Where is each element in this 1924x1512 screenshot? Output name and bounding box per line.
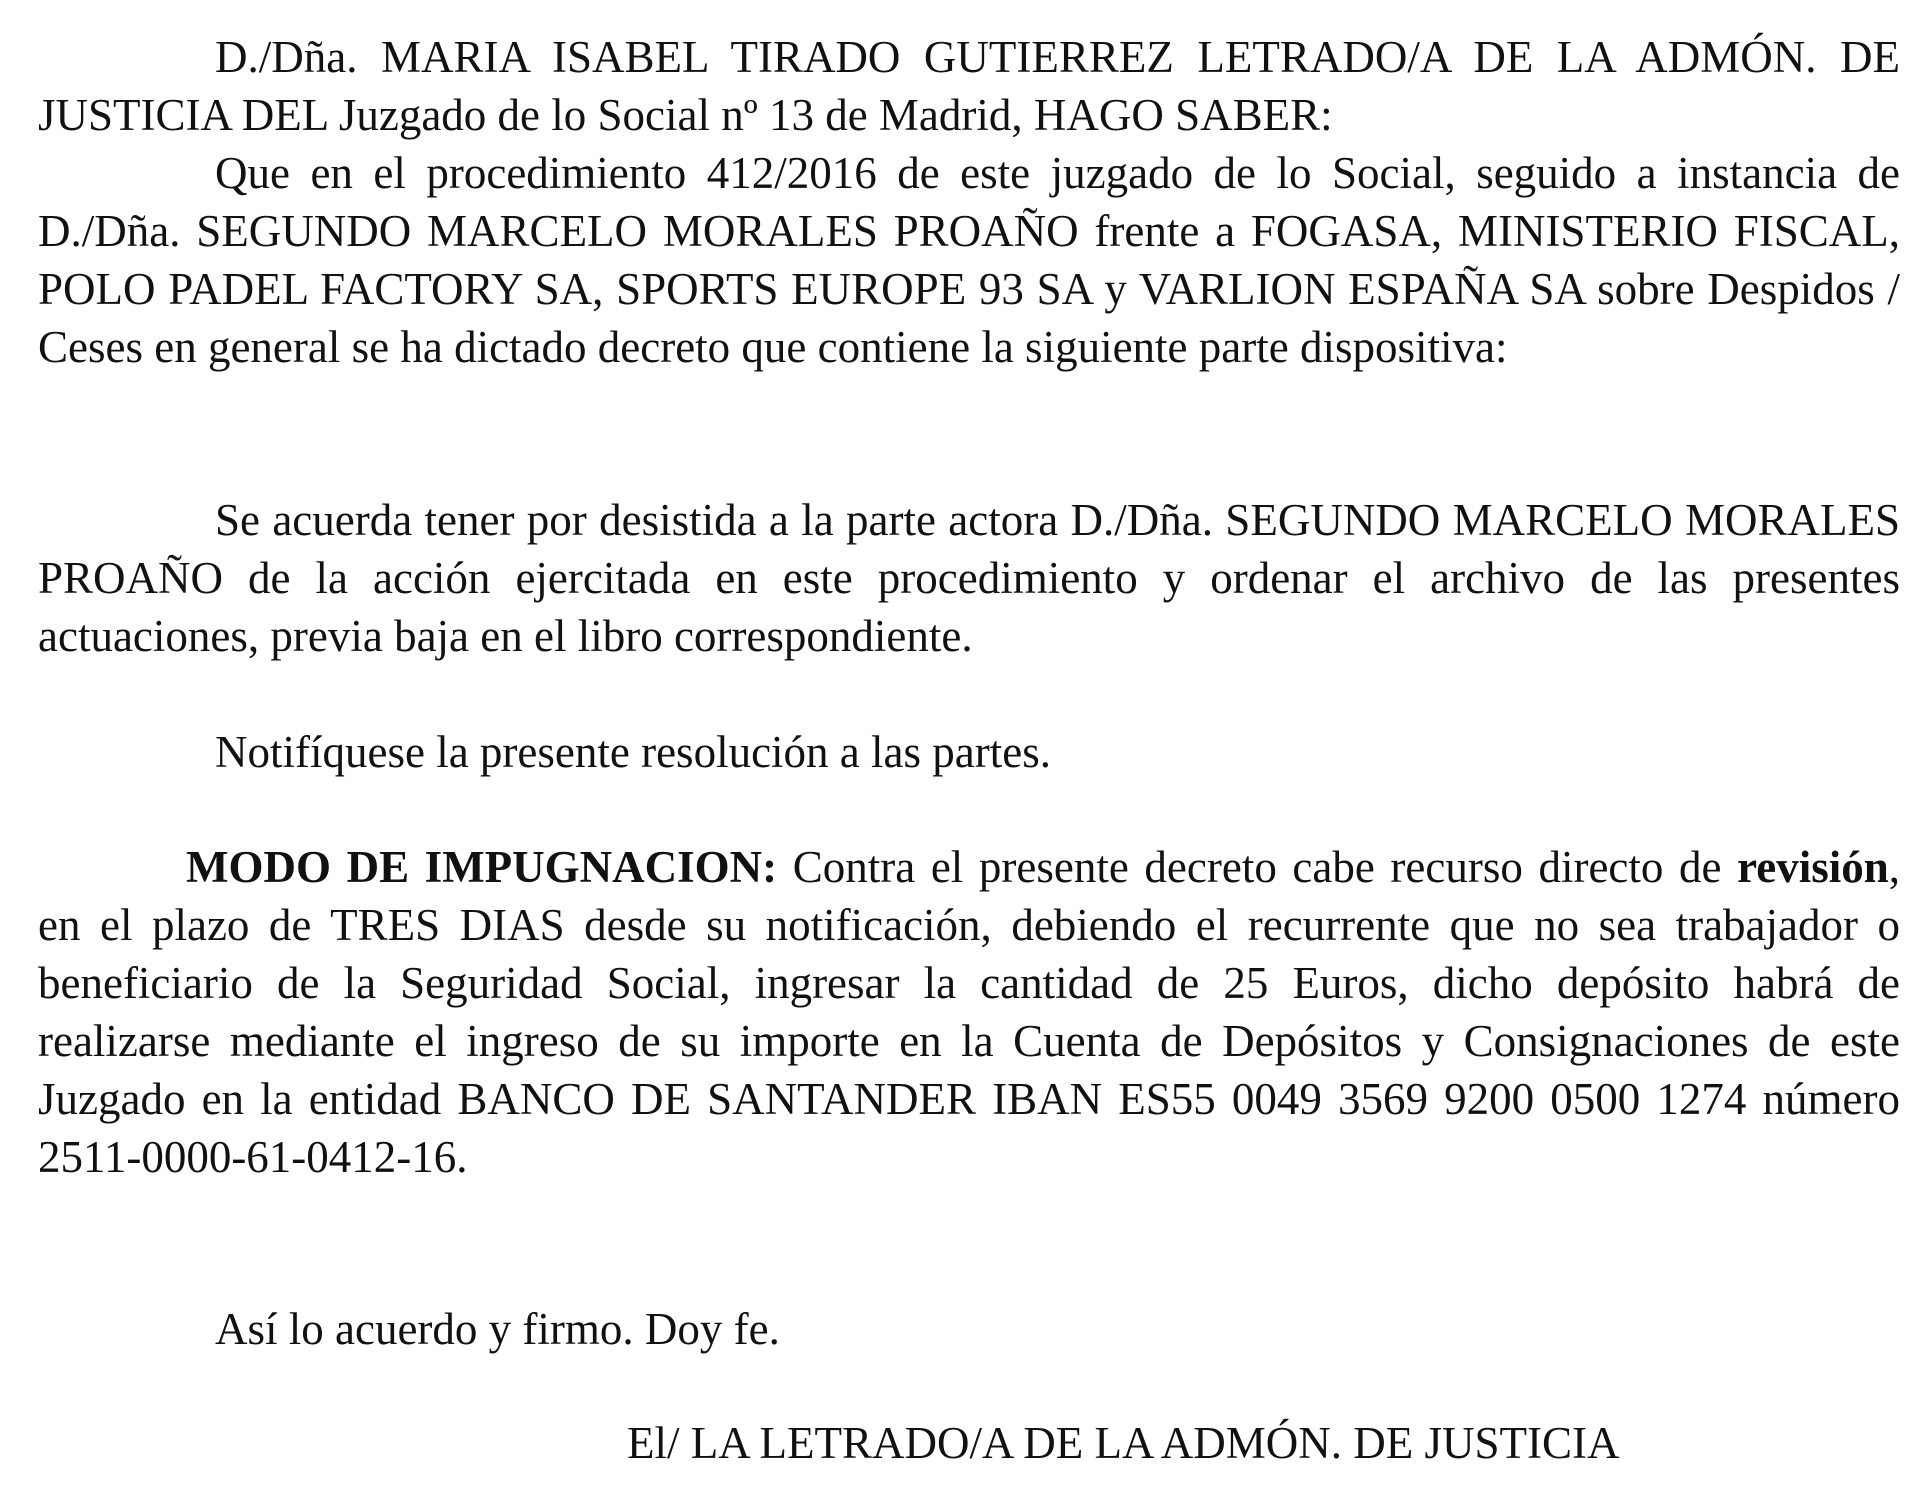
resolution-text: Se acuerda tener por desistida a la parte actora D./Dña. SEGUNDO MARCELO MORALES PROAÑO de la acción ejercitada en este procedimiento y ordenar el archivo de las presentes actuaciones, previa baja en el libro correspondiente. — [38, 495, 1900, 661]
intro-paragraph — [38, 144, 1900, 376]
signature-text: El/ LA LETRADO/A DE LA ADMÓN. DE JUSTICIA — [627, 1418, 1620, 1468]
header-text: D./Dña. MARIA ISABEL TIRADO GUTIERREZ LETRADO/A DE LA ADMÓN. DE JUSTICIA DEL Juzgado de lo Social nº 13 de Madrid, HAGO SABER: — [38, 32, 1900, 140]
resolution-paragraph — [38, 491, 1900, 665]
signature-line — [627, 1414, 1619, 1472]
notify-text: Notifíquese la presente resolución a las partes. — [215, 727, 1051, 777]
appeal-text-2: , en el plazo de TRES DIAS desde su notificación, debiendo el recurrente que no sea trabajador o beneficiario de la Seguridad Social, ingresar la cantidad de 25 Euros, dicho depósito habrá de realizarse mediante el ingreso de su importe en la Cuenta de Depósitos y Consignaciones de este Juzgado en la entidad BANCO DE SANTANDER IBAN ES55 0049 3569 9200 0500 1274 número 2511-0000-61-0412-16. — [38, 842, 1900, 1182]
appeal-bold-word: revisión — [1737, 842, 1889, 892]
header-paragraph — [38, 28, 1900, 144]
notify-paragraph — [38, 723, 1900, 781]
appeal-paragraph — [38, 838, 1900, 1186]
appeal-text-1: Contra el presente decreto cabe recurso directo de — [777, 842, 1738, 892]
closing-text: Así lo acuerdo y firmo. Doy fe. — [215, 1304, 780, 1354]
appeal-heading: MODO DE IMPUGNACION: — [186, 842, 778, 892]
closing-line — [215, 1300, 780, 1358]
intro-text: Que en el procedimiento 412/2016 de este juzgado de lo Social, seguido a instancia de D./Dña. SEGUNDO MARCELO MORALES PROAÑO frente a FOGASA, MINISTERIO FISCAL, POLO PADEL FACTORY SA, SPORTS EUROPE 93 SA y VARLION ESPAÑA SA sobre Despidos / Ceses en general se ha dictado decreto que contiene la siguiente parte dispositiva: — [38, 148, 1900, 372]
